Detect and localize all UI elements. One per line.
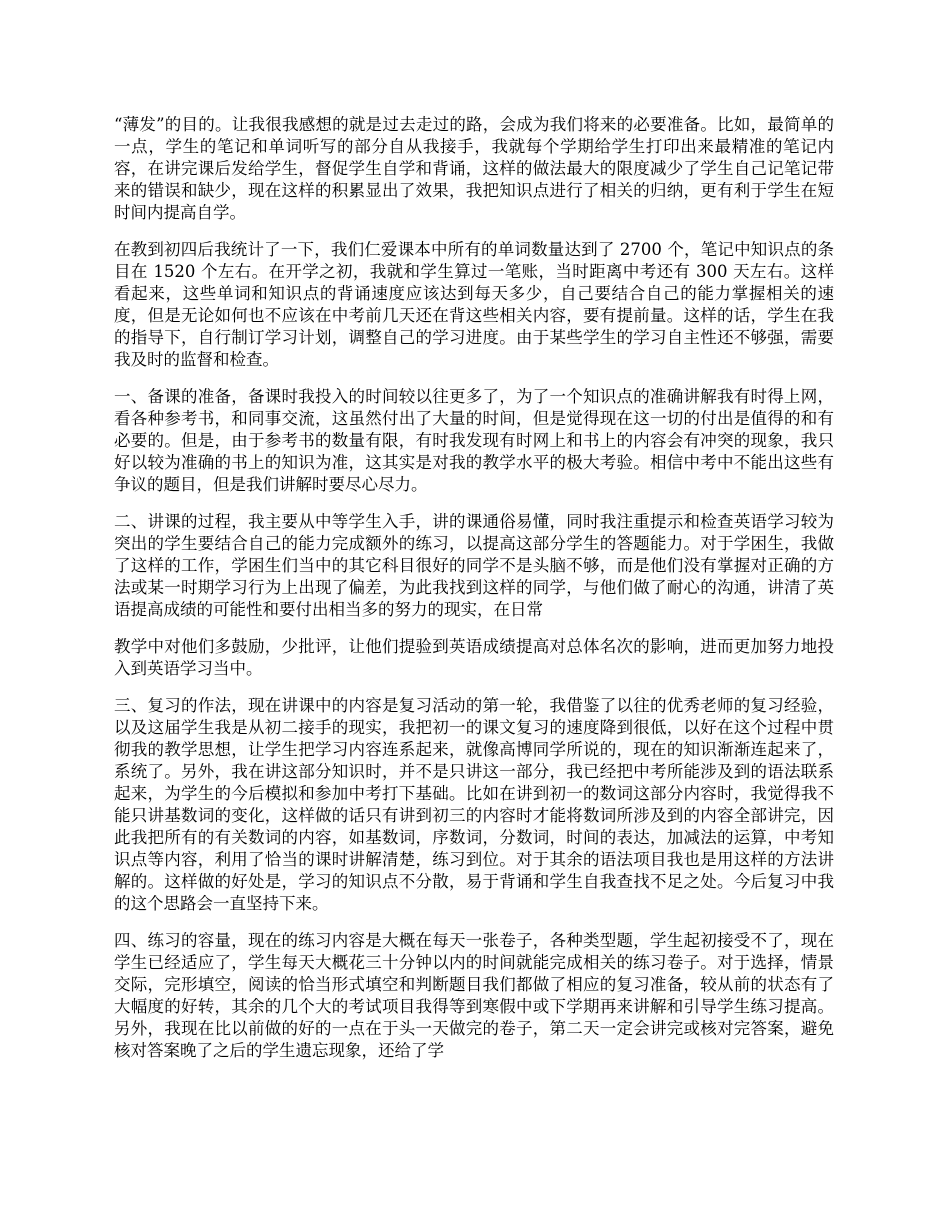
paragraph-3: 一、备课的准备，备课时我投入的时间较以往更多了，为了一个知识点的准确讲解我有时得上网，看各种参考书，和同事交流，这虽然付出了大量的时间，但是觉得现在这一切的付出是值得的和有必要的。但是，由于参考书的数量有限，有时我发现有时网上和书上的内容会有冲突的现象，我只好以较为准确的书上的知识为准，这其实是对我的教学水平的极大考验。相信中考中不能出这些有争议的题目，但是我们讲解时要尽心尽力。 <box>114 387 834 494</box>
paragraph-2: 在教到初四后我统计了一下，我们仁爱课本中所有的单词数量达到了 2700 个，笔记中知识点的条目在 1520 个左右。在开学之初，我就和学生算过一笔账，当时距离中考还有 300 天左右。这样看起来，这些单词和知识点的背诵速度应该达到每天多少，自己要结合自己的能力掌握相关的速度，但是无论如何也不应该在中考前几天还在背这些相关内容，要有提前量。这样的话，学生在我的指导下，自行制订学习计划，调整自己的学习进度。由于某些学生的学习自主性还不够强，需要我及时的监督和检查。 <box>114 240 834 369</box>
document-body <box>114 114 834 1077</box>
paragraph-7: 四、练习的容量，现在的练习内容是大概在每天一张卷子，各种类型题，学生起初接受不了，现在学生已经适应了，学生每天大概花三十分钟以内的时间就能完成相关的练习卷子。对于选择，情景交际，完形填空，阅读的恰当形式填空和判断题目我们都做了相应的复习准备，较从前的状态有了大幅度的好转，其余的几个大的考试项目我得等到寒假中或下学期再来讲解和引导学生练习提高。另外，我现在比以前做的好的一点在于头一天做完的卷子，第二天一定会讲完或核对完答案，避免核对答案晚了之后的学生遗忘现象，还给了学 <box>114 931 834 1060</box>
paragraph-4: 二、讲课的过程，我主要从中等学生入手，讲的课通俗易懂，同时我注重提示和检查英语学习较为突出的学生要结合自己的能力完成额外的练习，以提高这部分学生的答题能力。对于学困生，我做了这样的工作，学困生们当中的其它科目很好的同学不是头脑不够，而是他们没有掌握对正确的方法或某一时期学习行为上出现了偏差，为此我找到这样的同学，与他们做了耐心的沟通，讲清了英语提高成绩的可能性和要付出相当多的努力的现实，在日常 <box>114 512 834 619</box>
paragraph-5: 教学中对他们多鼓励，少批评，让他们提验到英语成绩提高对总体名次的影响，进而更加努力地投入到英语学习当中。 <box>114 637 834 678</box>
paragraph-6: 三、复习的作法，现在讲课中的内容是复习活动的第一轮，我借鉴了以往的优秀老师的复习经验，以及这届学生我是从初二接手的现实，我把初一的课文复习的速度降到很低，以好在这个过程中贯彻我的教学思想，让学生把学习内容连系起来，就像高博同学所说的，现在的知识渐渐连起来了，系统了。另外，我在讲这部分知识时，并不是只讲这一部分，我已经把中考所能涉及到的语法联系起来，为学生的今后模拟和参加中考打下基础。比如在讲到初一的数词这部分内容时，我觉得我不能只讲基数词的变化，这样做的话只有讲到初三的内容时才能将数词所涉及到的内容全部讲完，因此我把所有的有关数词的内容，如基数词，序数词，分数词，时间的表达，加减法的运算，中考知识点等内容，利用了恰当的课时讲解清楚，练习到位。对于其余的语法项目我也是用这样的方法讲解的。这样做的好处是，学习的知识点不分散，易于背诵和学生自我查找不足之处。今后复习中我的这个思路会一直坚持下来。 <box>114 696 834 913</box>
paragraph-1: “薄发”的目的。让我很我感想的就是过去走过的路，会成为我们将来的必要准备。比如，最简单的一点，学生的笔记和单词听写的部分自从我接手，我就每个学期给学生打印出来最精准的笔记内容，在讲完课后发给学生，督促学生自学和背诵，这样的做法最大的限度减少了学生自己记笔记带来的错误和缺少，现在这样的积累显出了效果，我把知识点进行了相关的归纳，更有利于学生在短时间内提高自学。 <box>114 115 834 222</box>
